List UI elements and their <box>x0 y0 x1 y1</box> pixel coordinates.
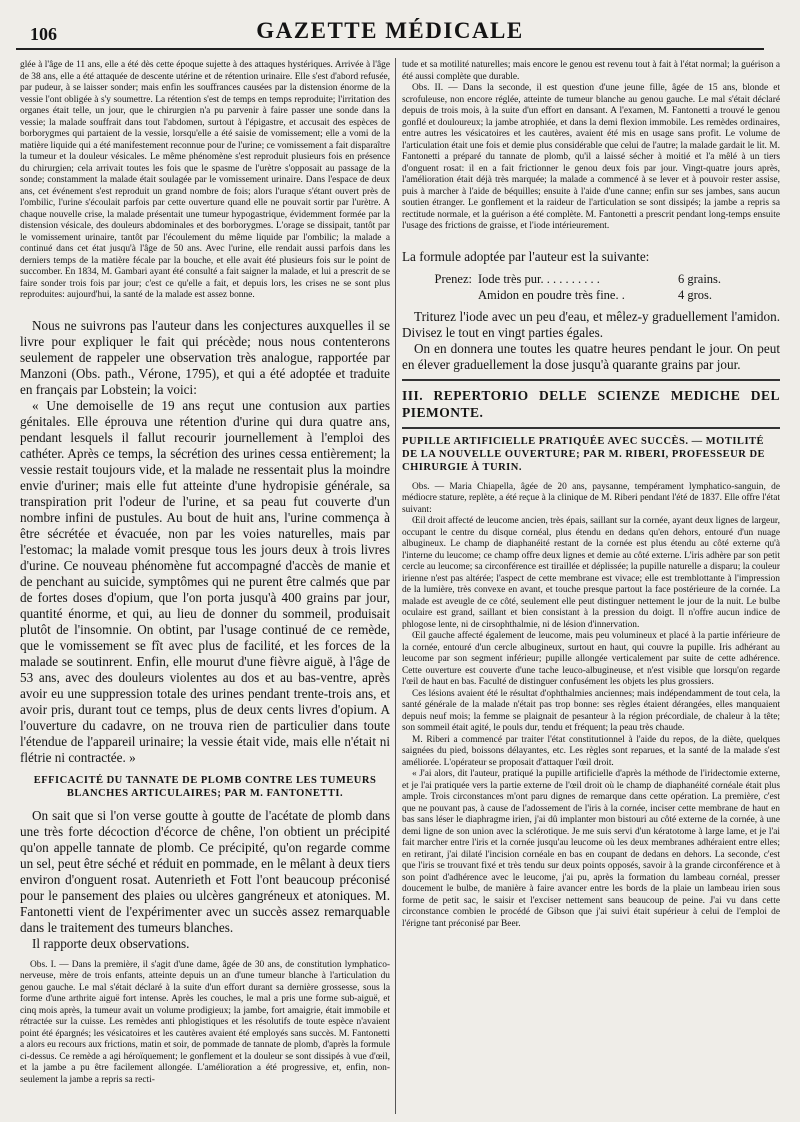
paragraph: Œil droit affecté de leucome ancien, très épais, saillant sur la cornée, ayant deux lignes de largeur, occupant le centre du disque cornéal, plus étendu en dedans qu'en dehors, entouré d'un nuage albugineux. Le champ de diaphanéité restant de la cornée est plus étendu au côté externe qu'à l'interne du leucome; ce champ offre deux lignes et demie au côté externe. L'iris adhère par son petit cercle au leucome; sa circonférence est tiraillée et déplissée; la pupille naturelle a disparu; la couleur irienne n'est pas altérée; l'aspect de cette membrane est vivace; elle est tremblottante à l'impression de la lumière, très convexe en avant, et touche presque partout la face postérieure de la cornée. La malade est aveugle de ce côté, seulement elle peut distinguer nettement le jour de la nuit. Le bulbe oculaire est grand, saillant et bien consistant à la pression du doigt. Il n'offre aucun indice de phlogose lente, ni de cirsophthalmie, ni de lésion d'innervation. <box>402 516 780 630</box>
formula-label: Prenez: <box>434 271 472 286</box>
page-number: 106 <box>30 24 57 44</box>
formula-item: Iode très pur. . . . . . . . . . <box>478 271 600 286</box>
paragraph: « J'ai alors, dit l'auteur, pratiqué la pupille artificielle d'après la méthode de l'iridectomie externe, et je l'ai pratiquée vers la partie externe de l'œil droit où le champ de diaphanéité cornéale était plus ample. Trois circonstances m'ont paru dignes de remarque dans cette opération. La première, c'est que ne pouvant pas, à cause de l'adossement de l'iris à la cornée, inciser cette membrane de haut en bas sans léser le diaphragme irien, j'ai dû implanter mon bistouri au côté externe de la cornée, à une demi ligne de son union avec la sclérotique. Je me suis servi d'un kératotome à large lame, et je l'ai fait marcher entre l'iris et la cornée jusqu'au leucome où les deux membranes adhéraient entre elles; en retirant, j'ai dilaté l'incision cornéale en bas en coupant de dedans en dehors. La seconde, c'est que l'iris se trouvant fixé et très tendu sur deux points opposés, savoir à la grande circonférence et à son point d'adhérence avec le leucome, j'ai pu, après la formation du lambeau cornéal, presser doucement le bulbe, de manière à faire avancer entre les bords de la plaie un lambeau irien sous forme de petit sac, le saisir et l'exciser nettement sans beaucoup de peine. J'ai vu dans cette circonstance combien le procédé de Gibson que j'ai suivi était supérieur à celui de l'emploi de l'érigne tant préconisé par Beer. <box>402 769 780 929</box>
paragraph: Œil gauche affecté également de leucome, mais peu volumineux et placé à la partie inférieure de la cornée, entouré d'un cercle albugineux, surtout en haut, qui couvre la pupille. Iris adhérant au leucome par son segment inférieur; pupille allongée verticalement par suite de cette adhérence. Cette ouverture est couverte d'une tache leuco-albugineuse, et n'est visible que lorsqu'on regarde l'œil de haut en bas. Faculté de distinguer confusément les objets les plus grossiers. <box>402 631 780 687</box>
article-heading: EFFICACITÉ DU TANNATE DE PLOMB CONTRE LES TUMEURS BLANCHES ARTICULAIRES; PAR M. FANTONETTI. <box>33 774 377 799</box>
section-rule <box>402 379 780 381</box>
paragraph: tude et sa motilité naturelles; mais encore le genou est revenu tout à fait à l'état normal; la guérison a été aussi complète que durable. <box>402 60 780 82</box>
column-divider <box>395 58 396 1114</box>
page-header <box>16 12 764 50</box>
observation-paragraph: Obs. II. — Dans la seconde, il est question d'une jeune fille, âgée de 15 ans, blonde et scrofuleuse, non encore réglée, atteinte de tumeur blanche au genou gauche. Le mal s'était déclaré depuis de trois mois, à la suite d'un effort en dansant. A l'examen, M. Fantonetti a trouvé le genou gonflé et douloureux; la jambe atrophiée, et dans la demi flexion immobile. Les remèdes ordinaires, entre autres les vésicatoires et les cautères, avaient été mis en usage sans profit. Le volume de l'articulation était une fois et demie plus considérable que celui de l'autre; la malade gardait le lit. M. Fantonetti a préparé du tannate de plomb, qu'il a laissé sécher à moitié et l'a mêlé à un tiers d'onguent rosat: il en a fait frictionner le genou deux fois par jour. Vingt-quatre jours après, l'amélioration était déjà très marquée; la malade a commencé à se lever et à pouvoir rester assise, puis à marcher à l'aide de béquilles; ensuite à l'aide d'une canne; enfin sur ses jambes, sans aucun soutien étranger. Le gonflement et la raideur de l'articulation se sont dissipés; la jambe a repris sa rectitude normale, et la guérison a été complète. M. Fantonetti a prescrit pendant long-temps ensuite l'usage des frictions de graisse, et l'iode intérieurement. <box>402 83 780 231</box>
section-rule <box>402 427 780 429</box>
formula-item: Amidon en poudre très fine. . <box>478 287 625 302</box>
formula-quantity: 6 grains. <box>678 271 722 286</box>
paragraph: On sait que si l'on verse goutte à goutte de l'acétate de plomb dans une très forte décoction d'écorce de chêne, l'on obtient un précipité qu'on appelle tannate de plomb. Ce précipité, qu'on regarde comme un sel, peut être séché et réduit en pommade, en le mêlant à deux tiers environ d'onguent rosat. Autenrieth et Fott l'ont beaucoup préconisé pour le pansement des plaies ou ulcères gangréneux et atoniques. M. Fantonetti vient de l'expérimenter avec un succès assez remarquable dans le traitement des tumeurs blanches. <box>20 807 390 935</box>
paragraph: Nous ne suivrons pas l'auteur dans les conjectures auxquelles il se livre pour expliquer le fait qui précède; nous nous contenterons seulement de rappeler une observation très analogue, rapportée par Manzoni (Obs. path., Vérone, 1795), et qui a été adoptée et traduite en français par Lobstein; la voici: <box>20 317 390 397</box>
formula-intro: La formule adoptée par l'auteur est la suivante: <box>402 248 650 264</box>
paragraph: M. Riberi a commencé par traiter l'état constitutionnel à l'aide du repos, de la diète, quelques saignées du pied, boissons délayantes, etc. Les règles sont reparues, et la santé de la malade s'est améliorée. L'opérateur se proposait d'attaquer l'œil droit. <box>402 734 780 768</box>
quotation: « Une demoiselle de 19 ans reçut une contusion aux parties génitales. Elle éprouva une rétention d'urine qui dura quatre ans, pendant lesquels il fallut recourir journellement à l'emploi des cathéter. Après ce temps, la sécrétion des urines cessa entièrement; la vessie restait toujours vide, et la malade ne ressentait plus la moindre envie d'uriner; mais elle fut atteinte d'une hydropisie générale, sa transpiration prit l'odeur de l'urine, et sa peau fut couverte d'un nombre infini de pustules. Au bout de huit ans, l'urine commença à être sécrétée et évacuée, non par les voies naturelles, mais par l'estomac; la malade vomit presque tous les jours deux à trois livres d'urine. Ce nouveau phénomène fut accompagné d'accès de manie et de penchant au suicide, symptômes qui ne purent être calmés que par de fortes doses d'opium, que l'on porta jusqu'à 400 grains par jour, quantité énorme, et qui, au lieu de donner du sommeil, produisait plutôt de l'insomnie. On obtint, par l'usage continué de ce remède, que le vomissement se fît avec plus de facilité, et les forces de la malade se soutinrent. Enfin, elle mourut d'une fièvre aiguë, à l'âge de 53 ans, avec des douleurs violentes au dos et au bas-ventre, après avoir eu une suppression totale des urines pendant trente-trois ans, et avoir pris, durant tout ce temps, plus de deux cents livres d'opium. A l'ouverture du cadavre, on ne trouva rien de particulier dans toute l'étendue de l'appareil urinaire; la vessie était vide, mais elle n'était ni flétrie ni contractée. » <box>20 397 390 765</box>
paragraph: Obs. — Maria Chiapella, âgée de 20 ans, paysanne, tempérament lymphatico-sanguin, de médiocre stature, replète, a été reçue à la clinique de M. Riberi pendant l'été de 1837. Elle offre l'état suivant: <box>402 481 780 515</box>
formula-quantity: 4 gros. <box>678 287 713 302</box>
paragraph: Il rapporte deux observations. <box>32 935 190 951</box>
journal-title: GAZETTE MÉDICALE <box>256 18 524 43</box>
paragraph: Triturez l'iode avec un peu d'eau, et mêlez-y graduellement l'amidon. Divisez le tout en vingt parties égales. <box>402 308 780 340</box>
paragraph: On en donnera une toutes les quatre heures pendant le jour. On peut en élever graduellement la dose jusqu'à quarante grains par jour. <box>402 340 780 372</box>
left-column <box>20 60 390 1115</box>
paragraph: Ces lésions avaient été le résultat d'ophthalmies anciennes; mais indépendamment de tout cela, la santé générale de la malade n'était pas trop bonne: ses règles étaient dérangées, elles manquaient depuis neuf mois; la femme se plaignait de pesanteur à la région précordiale, de chaleur à la tête; son sommeil était agité, le pouls dur, tendu et fréquent; la peau très chaude. <box>402 688 780 733</box>
section-title: III. REPERTORIO DELLE SCIENZE MEDICHE DEL PIEMONTE. <box>402 387 780 420</box>
article-heading: PUPILLE ARTIFICIELLE PRATIQUÉE AVEC SUCCÈS. — MOTILITÉ DE LA NOUVELLE OUVERTURE; PAR M. RIBERI, PROFESSEUR DE CHIRURGIE À TURIN. <box>402 435 766 473</box>
right-column <box>402 60 780 1115</box>
paragraph: glée à l'âge de 11 ans, elle a été dès cette époque sujette à des attaques hystériques. Arrivée à l'âge de 38 ans, elle a été attaquée de descente utérine et de rétention urinaire. Elle s'est d'abord refusée, par pudeur, à se laisser sonder; mais enfin les souffrances causées par la distension énorme de la vessie l'ont obligée à s'y soumettre. La rétention s'est de temps en temps reproduite; l'irritation des organes était telle, un jour, que le chirurgien n'a pu parvenir à faire passer une sonde dans la vessie; la malade souffrait dans tout l'abdomen, surtout à l'épigastre, et accusait des espèces de borborygmes qui partaient de la vessie, lorsqu'elle a été saisie de vomissement; elle a vomi de la matière liquide qui a été manifestement reconnue pour de l'urine; ce vomissement a fait disparaître la tumeur et la douleur vésicales. Le même phénomène s'est reproduit plusieurs fois en présence du chirurgien; cela arrivait toutes les fois que le spasme de l'urètre s'opposait au passage de la sonde; constamment la malade était soulagée par le vomissement urinaire. Dans l'espace de deux ans, cet événement s'est reproduit un grand nombre de fois; alors l'uraque s'étant ouvert près de l'ombilic, l'urine s'écoulait parfois par cette ouverture quand elle ne pouvait sortir par l'urètre. A chaque nouvelle crise, la malade présentait une tumeur hypogastrique, évidemment formée par la distension vésicale, des douleurs abdominales et des borborygmes. L'orage se dissipait, tantôt par le vomissement urinaire, tantôt par l'écoulement du même liquide par l'ombilic; la malade a continué dans cet état jusqu'à l'âge de 50 ans. Avec l'urine, elle rendait aussi parfois dans les derniers temps de la matière fécale par la bouche, et elle avait été plusieurs fois sur le point de succomber. En 1834, M. Gambari ayant été consulté a fait saigner la malade, et lui a prescrit de se faire sonder trois fois par jour; c'est ce qu'elle a fait, et depuis lors, les crises ne se sont plus reproduites: aujourd'hui, la santé de la malade est assez bonne. <box>20 60 390 300</box>
formula-block <box>402 271 780 303</box>
observation-paragraph: Obs. I. — Dans la première, il s'agit d'une dame, âgée de 30 ans, de constitution lymphatico-nerveuse, mère de trois enfants, atteinte depuis un an d'une tumeur blanche à l'articulation du genou gauche. Le mal s'était déclaré à la suite d'un effort durant sa dernière grossesse, sous la forme d'une arthrite aiguë fort intense. Après les couches, le mal a pris une forme sub-aiguë, et cinq mois après, la tumeur avait un volume prodigieux; la jambe, fort amaigrie, était immobile et rétractée sur la cuisse. Les remèdes anti phlogistiques et les résolutifs de toute espèce n'avaient point été épargnés; les vésicatoires et les cautères avaient été employés sans succès. M. Fantonetti a alors eu recours aux frictions, matin et soir, de pommade de tannate de plomb, d'après la formule ci-dessus. Ce remède a agi héroïquement; le gonflement et la douleur se sont dissipés à vue d'œil, et la jambe a pu être facilement allongée. L'amélioration a été progressive, et, enfin, non-seulement la jambe a repris sa recti- <box>20 959 390 1085</box>
